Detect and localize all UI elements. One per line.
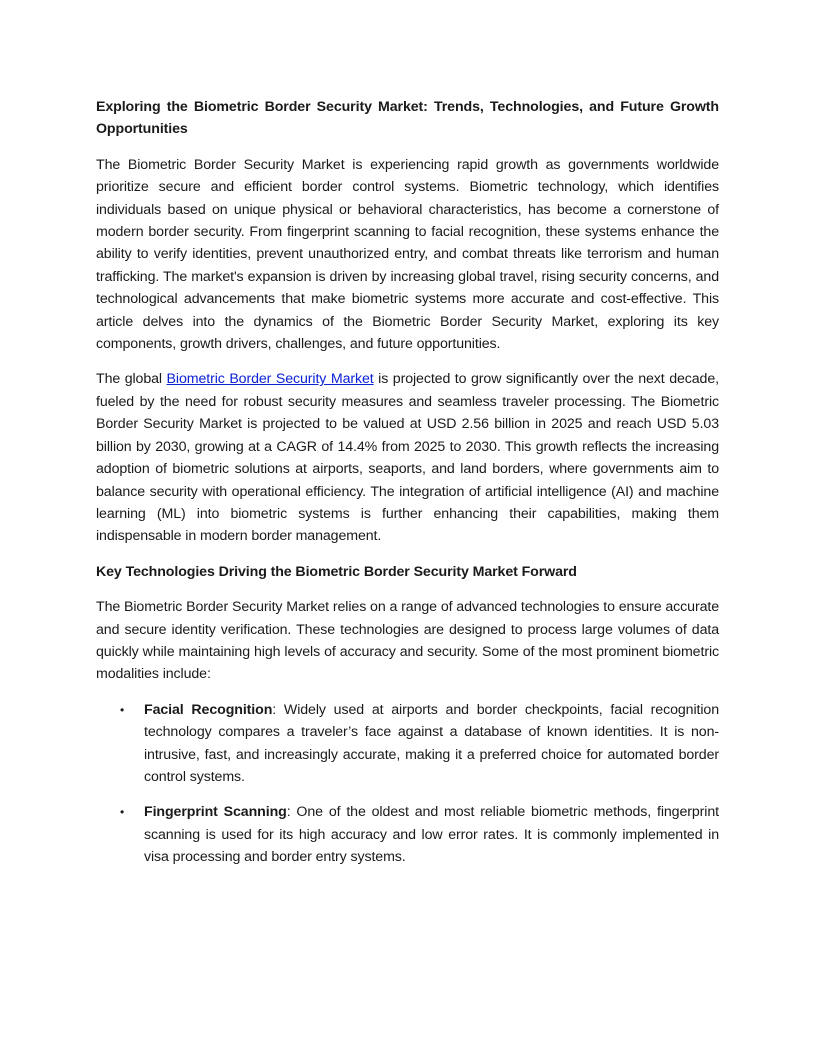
market-paragraph [96,368,719,547]
technologies-list [96,699,719,869]
list-item-term: Fingerprint Scanning [144,804,287,821]
bullet-icon: • [120,805,125,820]
intro-paragraph: The Biometric Border Security Market is experiencing rapid growth as governments worldwide prioritize secure and efficient border control systems. Biometric technology, which identifies individuals based on unique physical or behavioral characteristics, has become a cornerstone of modern border security. From fingerprint scanning to facial recognition, these systems enhance the ability to verify identities, prevent unauthorized entry, and combat threats like terrorism and human trafficking. The market's expansion is driven by increasing global travel, rising security concerns, and technological advancements that make biometric systems more accurate and cost-effective. This article delves into the dynamics of the Biometric Border Security Market, exploring its key components, growth drivers, challenges, and future opportunities. [96,156,719,353]
market-report-link[interactable]: Biometric Border Security Market [166,371,374,388]
list-item-text: : Widely used at airports and border checkpoints, facial recognition technology compares a traveler’s face against a database of known identities. It is non-intrusive, fast, and increasingly accurate, making it a preferred choice for automated border control systems. [144,701,719,785]
market-paragraph-prefix: The global [96,371,167,388]
section-heading-key-technologies: Key Technologies Driving the Biometric Border Security Market Forward [96,563,577,580]
list-item-term: Facial Recognition [144,701,273,718]
technologies-paragraph: The Biometric Border Security Market relies on a range of advanced technologies to ensure accurate and secure identity verification. These technologies are designed to process large volumes of data quickly while maintaining high levels of accuracy and security. Some of the most prominent biometric modalities include: [96,599,719,683]
list-item-facial-recognition [96,699,719,789]
market-paragraph-suffix: is projected to grow significantly over the next decade, fueled by the need for robust security measures and seamless traveler processing. The Biometric Border Security Market is projected to be valued at USD 2.56 billion in 2025 and reach USD 5.03 billion by 2030, growing at a CAGR of 14.4% from 2025 to 2030. This growth reflects the increasing adoption of biometric solutions at airports, seaports, and land borders, where governments aim to balance security with operational efficiency. The integration of artificial intelligence (AI) and machine learning (ML) into biometric systems is further enhancing their capabilities, making them indispensable in modern border management. [96,371,719,545]
document-page [96,96,719,882]
list-item-text: : One of the oldest and most reliable biometric methods, fingerprint scanning is used for its high accuracy and low error rates. It is commonly implemented in visa processing and border entry systems. [144,804,719,866]
bullet-icon: • [120,702,125,717]
list-item-fingerprint-scanning [96,801,719,868]
document-title: Exploring the Biometric Border Security Market: Trends, Technologies, and Future Growth Opportunities [96,99,719,138]
